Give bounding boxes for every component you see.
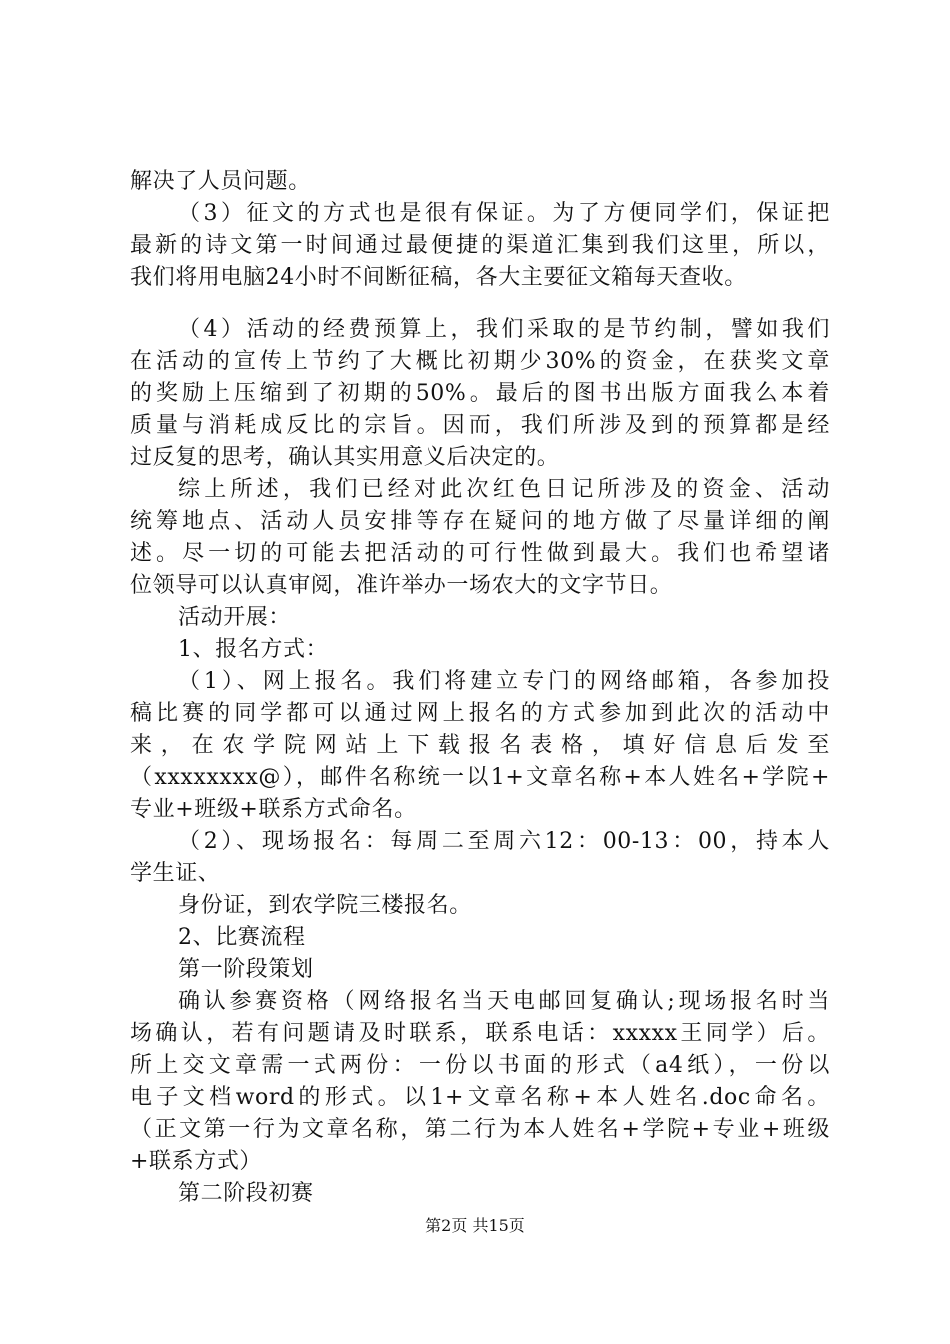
text-line: （4）活动的经费预算上，我们采取的是节约制，譬如我们: [178, 317, 830, 342]
text-line: +联系方式）: [130, 1149, 263, 1174]
text-line: 稿比赛的同学都可以通过网上报名的方式参加到此次的活动中: [130, 701, 830, 726]
text-line: 解决了人员问题。: [130, 169, 311, 194]
text-line: 场确认，若有问题请及时联系，联系电话：xxxxx王同学）后。: [130, 1021, 830, 1046]
text-line: 统筹地点、活动人员安排等存在疑问的地方做了尽量详细的阐: [130, 509, 830, 534]
text-line: （2）、现场报名：每周二至周六12：00-13：00，持本人: [178, 829, 830, 854]
text-line: 的奖励上压缩到了初期的50%。最后的图书出版方面我么本着: [130, 381, 830, 406]
text-line: 专业+班级+联系方式命名。: [130, 797, 417, 822]
text-line: 位领导可以认真审阅，准许举办一场农大的文字节日。: [130, 573, 673, 598]
text-line: 质量与消耗成反比的宗旨。因而，我们所涉及到的预算都是经: [130, 413, 830, 438]
text-line: 综上所述，我们已经对此次红色日记所涉及的资金、活动: [178, 477, 830, 502]
body-text: [130, 166, 830, 1210]
text-line: 在活动的宣传上节约了大概比初期少30%的资金，在获奖文章: [130, 349, 830, 374]
section-heading: 2、比赛流程: [178, 925, 306, 950]
paragraph-gap: [130, 294, 830, 314]
text-line: 来，在农学院网站上下载报名表格，填好信息后发至: [130, 733, 830, 758]
text-line: （xxxxxxxx@），邮件名称统一以1+文章名称+本人姓名+学院+: [130, 765, 830, 790]
page-number-footer: 第2页 共15页: [425, 1216, 525, 1235]
section-heading: 1、报名方式：: [178, 637, 329, 662]
text-line: 我们将用电脑24小时不间断征稿，各大主要征文箱每天查收。: [130, 265, 747, 290]
section-heading: 第一阶段策划: [178, 957, 314, 982]
section-heading: 第二阶段初赛: [178, 1181, 314, 1206]
text-line: 学生证、: [130, 861, 221, 886]
text-line: 电子文档word的形式。以1+文章名称+本人姓名.doc命名。: [130, 1085, 830, 1110]
text-line: 确认参赛资格（网络报名当天电邮回复确认;现场报名时当: [178, 989, 830, 1014]
text-line: 身份证，到农学院三楼报名。: [178, 893, 472, 918]
text-line: 过反复的思考，确认其实用意义后决定的。: [130, 445, 560, 470]
text-line: 所上交文章需一式两份：一份以书面的形式（a4纸），一份以: [130, 1053, 830, 1078]
text-line: （正文第一行为文章名称，第二行为本人姓名+学院+专业+班级: [130, 1117, 830, 1142]
text-line: 最新的诗文第一时间通过最便捷的渠道汇集到我们这里，所以，: [130, 233, 830, 258]
text-line: 述。尽一切的可能去把活动的可行性做到最大。我们也希望诸: [130, 541, 830, 566]
text-line: （1）、网上报名。我们将建立专门的网络邮箱，各参加投: [178, 669, 830, 694]
text-line: （3）征文的方式也是很有保证。为了方便同学们，保证把: [178, 201, 830, 226]
section-heading: 活动开展：: [178, 605, 292, 630]
